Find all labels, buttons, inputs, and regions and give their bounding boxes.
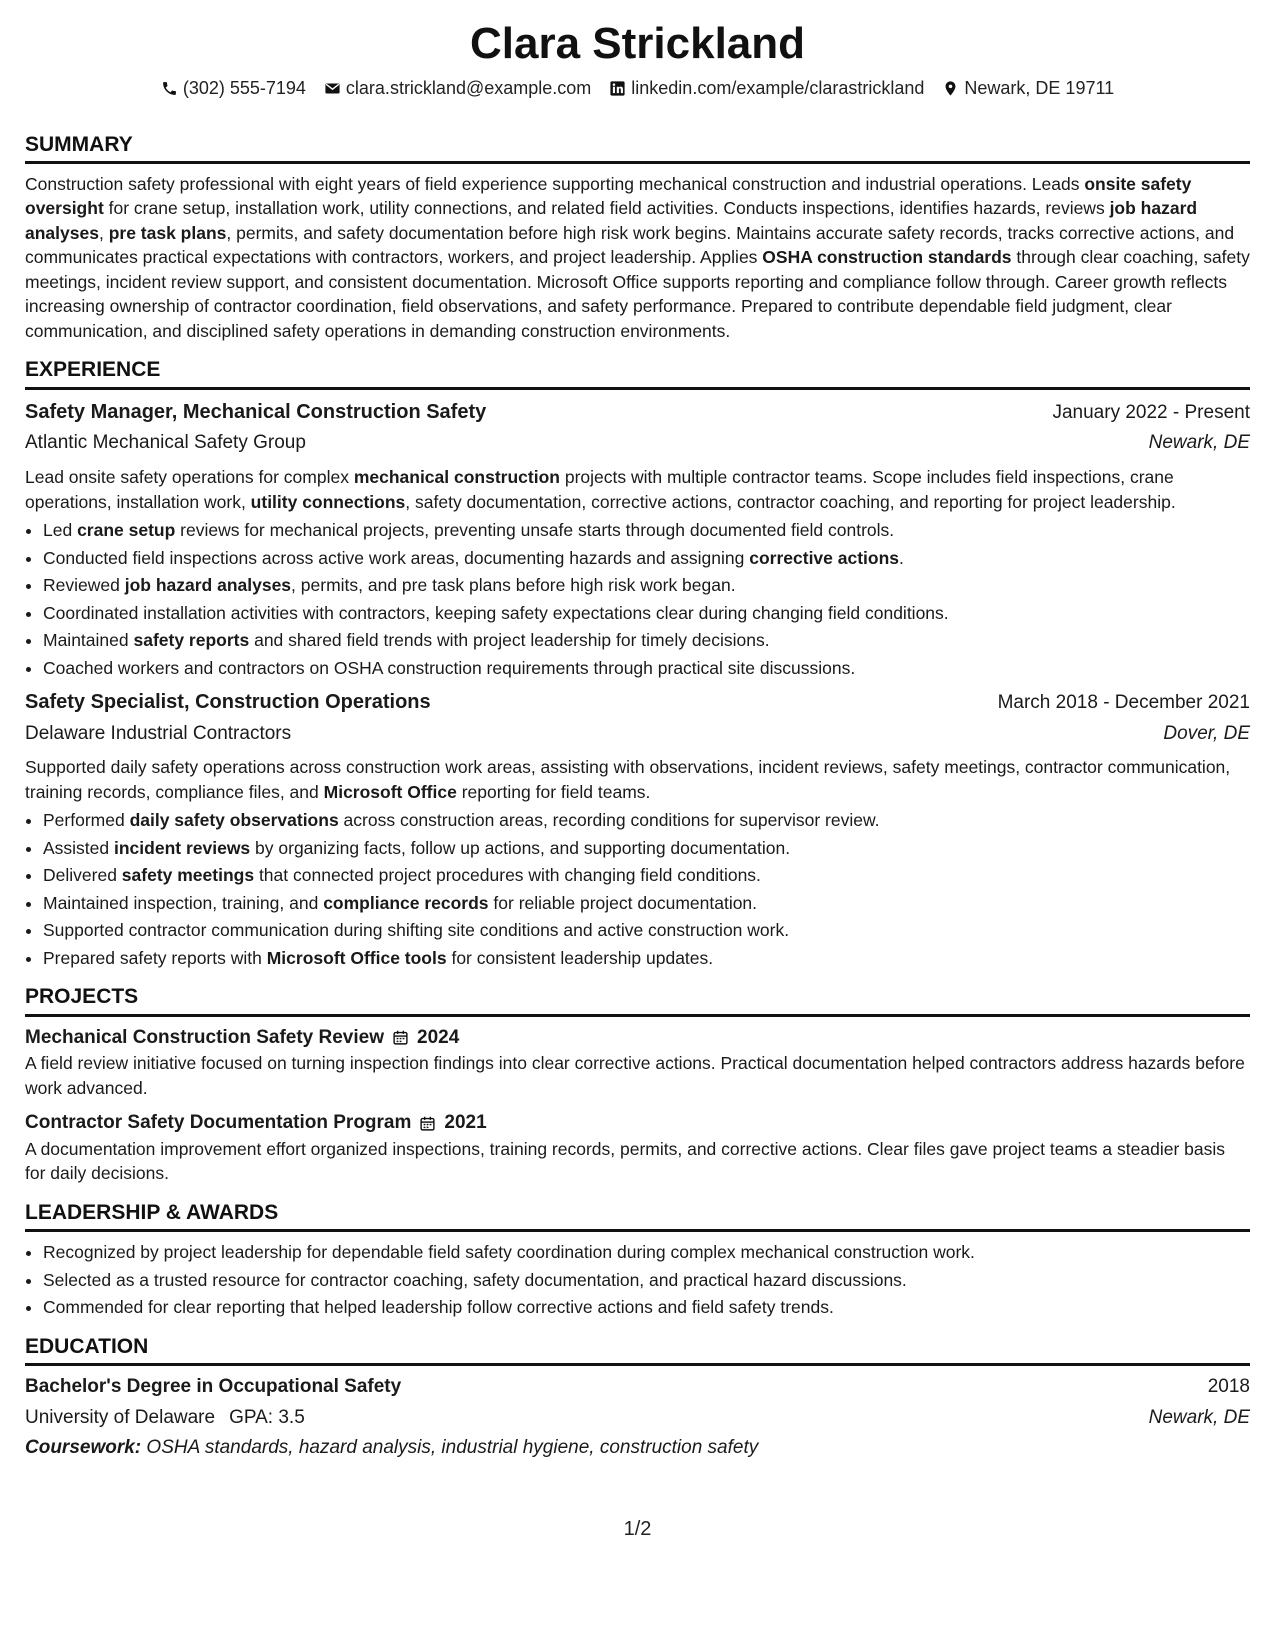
job-list [25,398,1250,970]
education-row-2 [25,1405,1250,1432]
coursework [25,1435,1250,1462]
project-header [25,1110,1250,1137]
bullet-part: Coached workers and contractors on OSHA construction requirements through practical site discussions. [43,657,856,678]
contact-phone [161,76,306,101]
bullet-bold: safety meetings [121,865,255,886]
summary-text [25,172,1250,344]
job-subheader [25,721,1250,748]
summary-section [25,130,1250,344]
bullet-part: across construction areas, recording conditions for supervisor review. [338,810,880,831]
bullet-part: Delivered [43,865,122,886]
bullet-part: for reliable project documentation. [488,892,758,913]
job-title: Safety Specialist, Construction Operations [25,691,431,714]
leadership-heading: LEADERSHIP & AWARDS [25,1198,1250,1232]
bullet-item [43,891,1250,916]
bullet-bold: Microsoft Office tools [266,947,447,968]
bullet-part: Maintained inspection, training, and [43,892,324,913]
job-title: Safety Manager, Mechanical Construction Safety [25,400,487,423]
contact-linkedin[interactable] [609,76,924,101]
bullet-item [43,573,1250,598]
bullet-bold: corrective actions [749,547,900,568]
bullet-item [43,518,1250,543]
summary-bold: OSHA construction standards [762,247,1012,268]
resume-page [25,20,1250,1462]
job-subheader [25,430,1250,457]
project-entry [25,1025,1250,1101]
bullet-bold: safety reports [133,630,250,651]
project-year: 2024 [417,1026,460,1048]
summary-part: , permits, and safety documentation before high risk work begins. Maintains accurate safety records, tracks corrective actions, and communicates practical expectations with contractors, workers, and project leadership. Applies [25,222,1235,268]
bullet-item [43,628,1250,653]
project-header [25,1025,1250,1052]
bullet-item [43,656,1250,681]
bullet-part: that connected project procedures with changing field conditions. [254,865,761,886]
bullet-bold: crane setup [77,520,176,541]
page-number: 1/2 [623,1518,652,1540]
bullet-bold: daily safety observations [129,810,339,831]
job-bullets [25,518,1250,680]
contact-email[interactable] [324,76,591,101]
bullet-item [43,836,1250,861]
desc-part: Lead onsite safety operations for complex [25,467,354,488]
desc-bold: mechanical construction [353,467,560,488]
summary-bold: pre task plans [108,222,227,243]
projects-heading: PROJECTS [25,982,1250,1016]
education-row-1 [25,1374,1250,1401]
desc-bold: utility connections [250,491,406,512]
summary-part: through clear coaching, safety meetings, incident review support, and consistent documentation. Microsoft Office supports reporting and compliance follow through. Career growth reflects increasing ownership of contractor coordination, field observations, and safety performance. Prepared to contribute dependable field judgment, clear communication, and disciplined safety operations in demanding construction environments. [25,247,1250,341]
job-entry [25,688,1250,970]
desc-part: projects with multiple contractor teams. Scope includes field inspections, crane operations, installation work, [25,467,1174,512]
bullet-part: Coordinated installation activities with contractors, keeping safety expectations clear during changing field conditions. [43,602,949,623]
job-header [25,398,1250,427]
desc-part: Supported daily safety operations across construction work areas, assisting with observations, incident reviews, safety meetings, contractor communication, training records, compliance files, and [25,757,1231,802]
summary-bold: job hazard analyses [25,198,1198,243]
summary-heading: SUMMARY [25,130,1250,164]
bullet-bold: job hazard analyses [124,575,292,596]
bullet-part: . [899,547,904,568]
calendar-icon [392,1029,409,1046]
project-description: A documentation improvement effort organized inspections, training records, permits, and corrective actions. Clear files gave project teams a steadier basis for daily decisions. [25,1138,1225,1184]
desc-bold: Microsoft Office [323,781,457,802]
degree-title: Bachelor's Degree in Occupational Safety [25,1376,402,1398]
school-info [25,1405,305,1432]
education-heading: EDUCATION [25,1332,1250,1366]
bullet-part: Led [43,520,78,541]
project-title: Contractor Safety Documentation Program [25,1112,412,1134]
bullet-bold: compliance records [323,892,489,913]
bullet-bold: incident reviews [114,837,251,858]
degree-year: 2018 [1207,1376,1250,1398]
bullet-part: Conducted field inspections across active work areas, documenting hazards and assigning [43,547,750,568]
project-description: A field review initiative focused on turning inspection findings into clear corrective actions. Practical documentation helped contractors address hazards before work advanced. [25,1053,1245,1098]
leadership-item: • Recognized by project leadership for dependable field safety coordination during complex mechanical construction work. [43,1240,1250,1265]
projects-section [25,982,1250,1186]
gpa: GPA: 3.5 [229,1406,305,1428]
school-name: University of Delaware [25,1406,216,1428]
job-bullets [25,808,1250,970]
job-description [25,755,1250,804]
bullet-part: Supported contractor communication during shifting site conditions and active construction work. [43,920,790,941]
project-year: 2021 [444,1112,487,1134]
summary-part: , [98,222,109,243]
bullet-part: Performed [43,810,130,831]
linkedin-link[interactable]: linkedin.com/example/clarastrickland [631,78,925,99]
job-header [25,688,1250,717]
phone-icon [161,80,178,97]
summary-bold: onsite safety oversight [25,173,1192,219]
job-description [25,465,1250,514]
job-dates: March 2018 - December 2021 [997,692,1250,714]
map-pin-icon [942,80,959,97]
bullet-item [43,918,1250,943]
contact-bar [25,76,1250,101]
email-link[interactable]: clara.strickland@example.com [345,78,592,99]
bullet-item [43,863,1250,888]
job-location: Newark, DE [1148,432,1250,454]
bullet-part: Reviewed [43,575,125,596]
contact-location [942,76,1114,101]
desc-part: , safety documentation, corrective actions, contractor coaching, and reporting for project leadership. [405,491,1176,512]
company-name: Atlantic Mechanical Safety Group [25,432,306,454]
bullet-part: reviews for mechanical projects, preventing unsafe starts through documented field controls. [175,520,895,541]
education-section [25,1332,1250,1462]
experience-section [25,355,1250,970]
bullet-item [43,601,1250,626]
location-text: Newark, DE 19711 [964,78,1115,99]
bullet-part: Prepared safety reports with [43,947,267,968]
bullet-part: and shared field trends with project leadership for timely decisions. [249,630,770,651]
leadership-list [25,1240,1250,1320]
job-location: Dover, DE [1163,722,1250,744]
bullet-item [43,546,1250,571]
company-name: Delaware Industrial Contractors [25,722,292,744]
coursework-label: Coursework: [25,1437,142,1459]
job-dates: January 2022 - Present [1052,401,1250,423]
school-location: Newark, DE [1148,1406,1250,1428]
envelope-icon [324,80,341,97]
leadership-section [25,1198,1250,1320]
desc-part: reporting for field teams. [456,781,651,802]
calendar-icon [419,1115,436,1132]
bullet-part: , permits, and pre task plans before high risk work began. [291,575,736,596]
experience-heading: EXPERIENCE [25,355,1250,389]
bullet-part: Assisted [43,837,114,858]
bullet-item [43,946,1250,971]
project-list [25,1025,1250,1186]
project-entry [25,1110,1250,1186]
job-entry [25,398,1250,680]
project-title: Mechanical Construction Safety Review [25,1026,384,1048]
linkedin-icon [609,80,626,97]
bullet-part: by organizing facts, follow up actions, and supporting documentation. [250,837,791,858]
summary-part: for crane setup, installation work, utility connections, and related field activities. Conducts inspections, identifies hazards, reviews [103,198,1110,219]
leadership-item: • Commended for clear reporting that helped leadership follow corrective actions and field safety trends. [43,1295,1250,1320]
coursework-text: OSHA standards, hazard analysis, industrial hygiene, construction safety [141,1437,759,1459]
summary-part: Construction safety professional with eight years of field experience supporting mechanical construction and industrial operations. Leads [25,173,1085,194]
bullet-part: for consistent leadership updates. [446,947,714,968]
bullet-part: Maintained [43,630,134,651]
candidate-name: Clara Strickland [469,19,806,68]
phone-text: (302) 555-7194 [182,78,306,99]
bullet-item [43,808,1250,833]
leadership-item: • Selected as a trusted resource for contractor coaching, safety documentation, and practical hazard discussions. [43,1268,1250,1293]
